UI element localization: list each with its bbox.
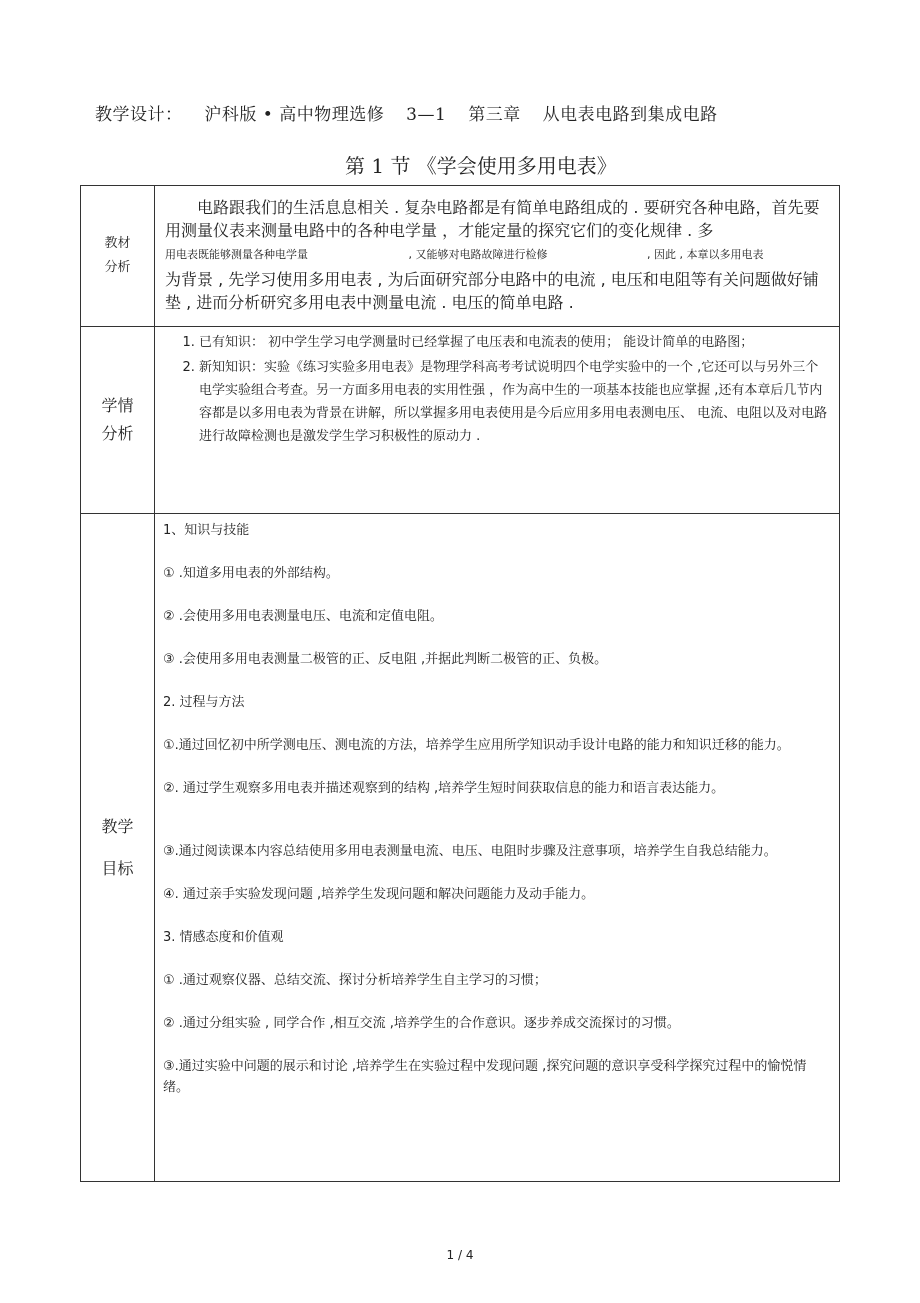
- label-line: 目标: [101, 858, 134, 878]
- teaching-goals-content: [155, 514, 840, 1182]
- goal-emotion-2: ② .通过分组实验 , 同学合作 ,相互交流 ,培养学生的合作意识。逐步养成交流探讨的习惯。: [163, 1016, 680, 1031]
- section-title: 第 1 节 《学会使用多用电表》: [345, 154, 617, 178]
- row-teaching-goals: [81, 514, 840, 1182]
- learner-list: [165, 331, 829, 448]
- goal-process-2: ②. 通过学生观察多用电表并描述观察到的结构 ,培养学生短时间获取信息的能力和语言表达能力。: [163, 781, 725, 796]
- goal-knowledge-3: ③ .会使用多用电表测量二极管的正、反电阻 ,并据此判断二极管的正、负极。: [163, 652, 608, 667]
- row-material-analysis: [81, 186, 840, 327]
- material-small-3: , 因此 , 本章以多用电表: [647, 248, 764, 261]
- goal-heading-emotion: 3. 情感态度和价值观: [163, 930, 284, 945]
- learner-analysis-content: [155, 327, 840, 514]
- goal-knowledge-2: ② .会使用多用电表测量电压、电流和定值电阻。: [163, 609, 443, 624]
- label-teaching-goals: [81, 514, 155, 1182]
- goal-knowledge-1: ① .知道多用电表的外部结构。: [163, 566, 339, 581]
- goal-process-3: ③.通过阅读课本内容总结使用多用电表测量电流、电压、电阻时步骤及注意事项，培养学生自我总结能力。: [163, 844, 777, 859]
- label-line: 教学: [101, 816, 134, 836]
- material-para-1: 电路跟我们的生活息息相关 . 复杂电路都是有简单电路组成的 . 要研究各种电路，首先要用测量仪表来测量电路中的各种电学量 ，才能定量的探究它们的变化规律 . 多: [165, 198, 820, 240]
- header-book: 沪科版 • 高中物理选修: [204, 105, 385, 125]
- goal-process-1: ①.通过回忆初中所学测电压、测电流的方法，培养学生应用所学知识动手设计电路的能力和知识迁移的能力。: [163, 738, 790, 753]
- goal-emotion-3: ③.通过实验中问题的展示和讨论 ,培养学生在实验过程中发现问题 ,探究问题的意识享受科学探究过程中的愉悦情绪。: [163, 1059, 807, 1095]
- goal-process-4: ④. 通过亲手实验发现问题 ,培养学生发现问题和解决问题能力及动手能力。: [163, 887, 595, 902]
- goal-heading-process: 2. 过程与方法: [163, 695, 245, 710]
- header-course: 3—1: [406, 105, 447, 125]
- label-line: 学情: [101, 396, 134, 415]
- material-para-2: 为背景 , 先学习使用多用电表 , 为后面研究部分电路中的电流 , 电压和电阻等有关问题做好铺垫 , 进而分析研究多用电表中测量电流 . 电压的简单电路 .: [165, 270, 819, 312]
- label-line: 分析: [104, 260, 131, 275]
- lesson-plan-table: [80, 185, 840, 1182]
- header-prefix: 教学设计：: [95, 105, 183, 125]
- material-small-2: , 又能够对电路故障进行检修: [408, 248, 548, 261]
- goal-heading-knowledge: 1、知识与技能: [163, 523, 250, 538]
- header-chapter-title: 从电表电路到集成电路: [542, 105, 718, 125]
- page-number: 1 / 4: [446, 1248, 474, 1262]
- material-small-1: 用电表既能够测量各种电学量: [165, 248, 308, 261]
- material-small-line: [165, 242, 829, 268]
- learner-item-known: 1. 已有知识： 初中学生学习电学测量时已经掌握了电压表和电流表的使用； 能设计简单的电路图；: [199, 331, 829, 354]
- document-header: [95, 100, 734, 125]
- label-learner-analysis: [81, 327, 155, 514]
- label-line: 教材: [104, 236, 131, 251]
- goal-emotion-1: ① .通过观察仪器、总结交流、探讨分析培养学生自主学习的习惯；: [163, 973, 547, 988]
- learner-item-new: 2. 新知知识：实验《练习实验多用电表》是物理学科高考考试说明四个电学实验中的一个 ,它还可以与另外三个电学实验组合考查。另一方面多用电表的实用性强 ，作为高中生的一项基本技能也应掌握 ,还有本章后几节内容都是以多用电表为背景在讲解，所以掌握多用电表使用是今后应用多用电表测电压、 电流、电阻以及对电路进行故障检测也是激发学生学习积极性的原动力 .: [199, 356, 829, 448]
- header-chapter: 第三章: [468, 105, 521, 125]
- material-analysis-content: [155, 186, 840, 327]
- label-material-analysis: [81, 186, 155, 327]
- label-line: 分析: [101, 424, 134, 443]
- row-learner-analysis: [81, 327, 840, 514]
